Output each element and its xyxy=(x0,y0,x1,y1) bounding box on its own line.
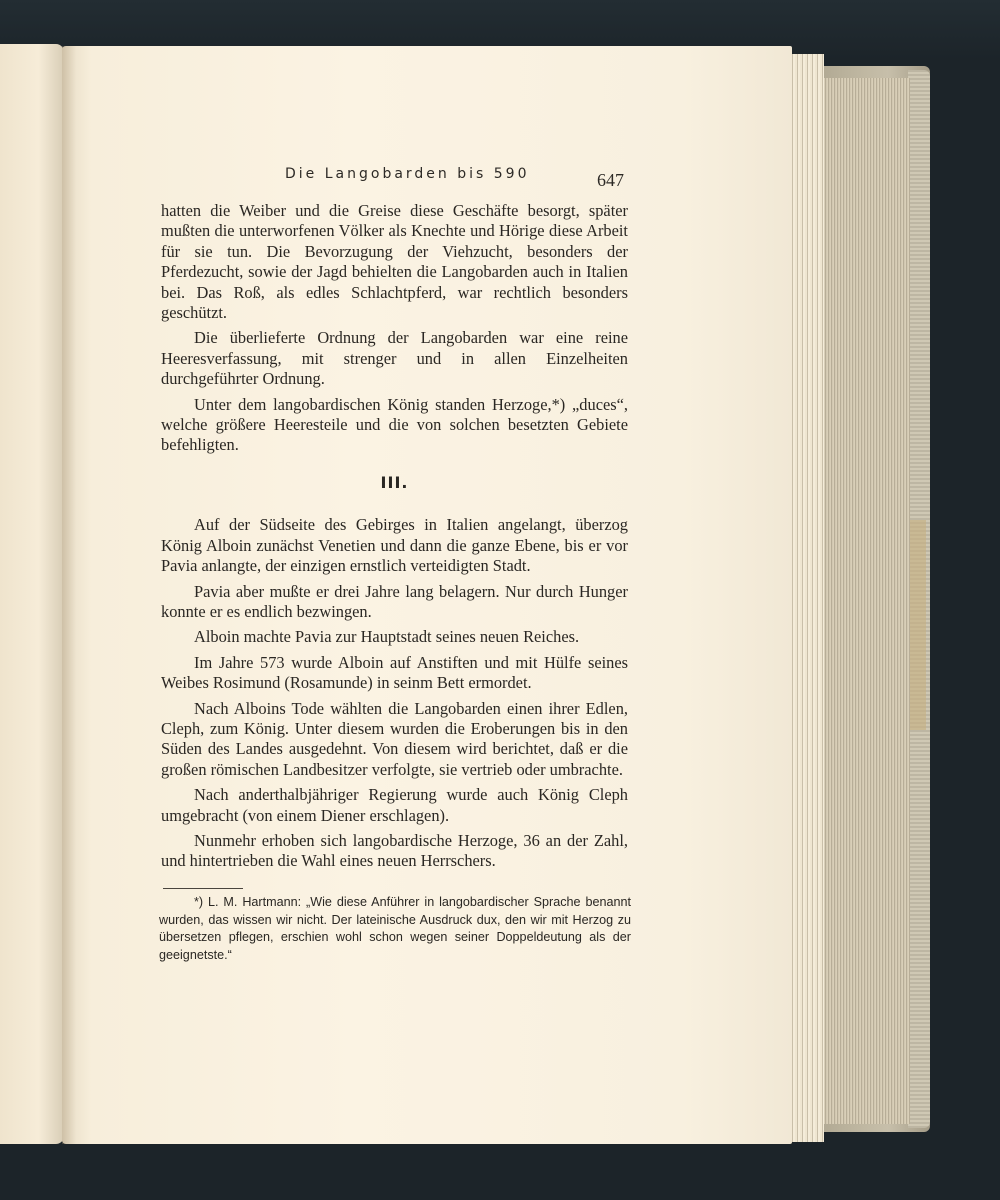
page-block-edge xyxy=(824,78,910,1124)
paragraph: hatten die Weiber und die Greise diese Geschäfte besorgt, später mußten die unterworfenen Völker als Knechte und Hörige diese Arbeit für sie tun. Die Bevorzugung der Viehzucht, besonders der Pferdezucht, sowie der Jagd behielten die Langobarden auch in Italien bei. Das Roß, als edles Schlachtpferd, war rechtlich besonders geschützt. xyxy=(161,201,628,323)
paragraph: Nunmehr erhoben sich langobardische Herzoge, 36 an der Zahl, und hintertrieben die Wahl eines neuen Herrschers. xyxy=(161,830,628,871)
footnote-divider xyxy=(163,888,243,889)
paragraph: Alboin machte Pavia zur Hauptstadt seines neuen Reiches. xyxy=(194,627,580,647)
running-head: Die Langobarden bis 590 xyxy=(285,166,530,182)
main-text xyxy=(161,201,628,872)
paragraph: Die überlieferte Ordnung der Langobarden war eine reine Heeresverfassung, mit strenger und in allen Einzelheiten durchgeführter Ordnung. xyxy=(161,328,628,389)
paragraph: Nach Alboins Tode wählten die Langobarden einen ihrer Edlen, Cleph, zum König. Unter diesem wurden die Eroberungen bis in den Süden des Landes ausgedehnt. Von diesem wird berichtet, daß er die großen römischen Landbesitzer verfolgte, sie vertrieb oder umbrachte. xyxy=(161,698,628,779)
paragraph: Pavia aber mußte er drei Jahre lang belagern. Nur durch Hunger konnte er es endlich bezwingen. xyxy=(161,581,628,621)
page-stack-edge xyxy=(790,54,824,1142)
paragraph: Unter dem langobardischen König standen Herzoge,*) „duces“, welche größere Heeresteile und die von solchen besetzten Gebiete befehligten. xyxy=(161,394,628,455)
left-page-edge xyxy=(0,44,64,1144)
page-number: 647 xyxy=(597,170,624,190)
paragraph: Im Jahre 573 wurde Alboin auf Anstiften und mit Hülfe seines Weibes Rosimund (Rosamunde) in seinm Bett ermordet. xyxy=(161,652,628,693)
section-heading: III. xyxy=(380,472,409,492)
paragraph: Nach anderthalbjähriger Regierung wurde auch König Cleph umgebracht (von einem Diener erschlagen). xyxy=(161,785,628,825)
footnote: *) L. M. Hartmann: „Wie diese Anführer in langobardischer Sprache benannt wurden, das wissen wir nicht. Der lateinische Ausdruck dux, den wir mit Herzog zu übersetzen pflegen, erschien wohl schon wegen seiner Doppeldeutung als der geeignetste.“ xyxy=(159,895,631,963)
page-gutter-shadow xyxy=(62,46,76,1144)
paragraph: Auf der Südseite des Gebirges in Italien angelangt, überzog König Alboin zunächst Venetien und dann die ganze Ebene, bis er vor Pavia anlangte, der einzigen ernstlich verteidigten Stadt. xyxy=(161,515,628,576)
